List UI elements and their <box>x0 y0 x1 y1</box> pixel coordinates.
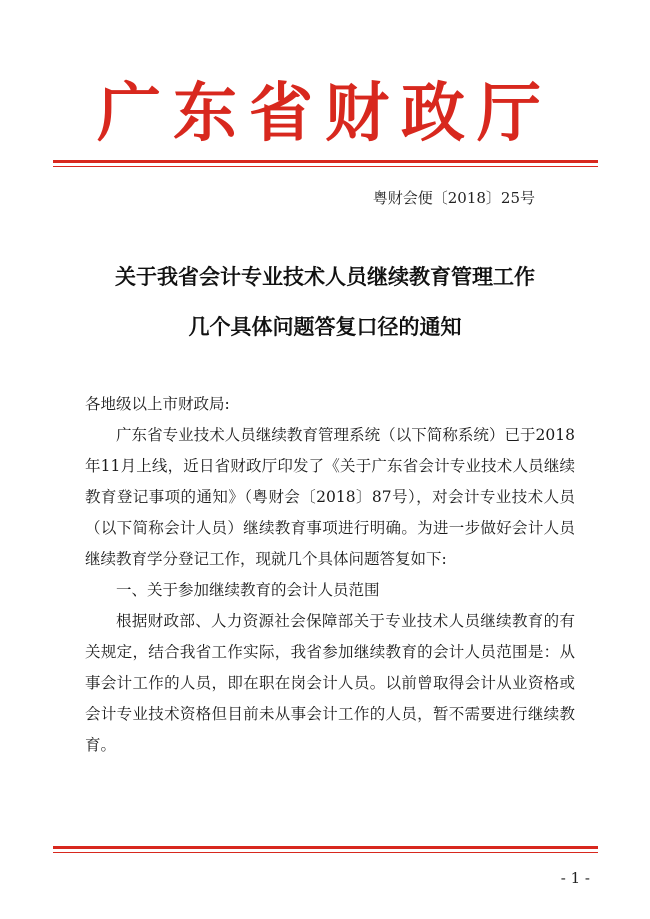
section-heading: 一、关于参加继续教育的会计人员范围 <box>116 581 380 599</box>
salutation: 各地级以上市财政局: <box>85 395 230 413</box>
footer-rule-thick <box>53 846 598 849</box>
body-paragraph: 广东省专业技术人员继续教育管理系统（以下简称系统）已于2018年11月上线，近日省财政厅印发了《关于广东省会计专业技术人员继续教育登记事项的通知》（粤财会〔2018〕87号），对会计专业技术人员（以下简称会计人员）继续教育事项进行明确。为进一步做好会计人员继续教育学分登记工作，现就几个具体问题答复如下: <box>85 426 575 568</box>
document-title-line-2: 几个具体问题答复口径的通知 <box>188 314 462 339</box>
letterhead-rule-thin <box>53 166 598 167</box>
page-number: - 1 - <box>560 869 590 887</box>
document-number: 粤财会便〔2018〕25号 <box>372 189 535 207</box>
document-body <box>85 389 575 761</box>
letterhead-rule-thick <box>53 160 598 163</box>
document-title-line-1: 关于我省会计专业技术人员继续教育管理工作 <box>115 264 535 289</box>
footer-rule-thin <box>53 852 598 853</box>
body-paragraph: 根据财政部、人力资源社会保障部关于专业技术人员继续教育的有关规定，结合我省工作实际，我省参加继续教育的会计人员范围是：从事会计工作的人员，即在职在岗会计人员。以前曾取得会计从业资格或会计专业技术资格但目前未从事会计工作的人员，暂不需要进行继续教育。 <box>85 612 575 754</box>
letterhead-title: 广东省财政厅 <box>97 76 553 151</box>
